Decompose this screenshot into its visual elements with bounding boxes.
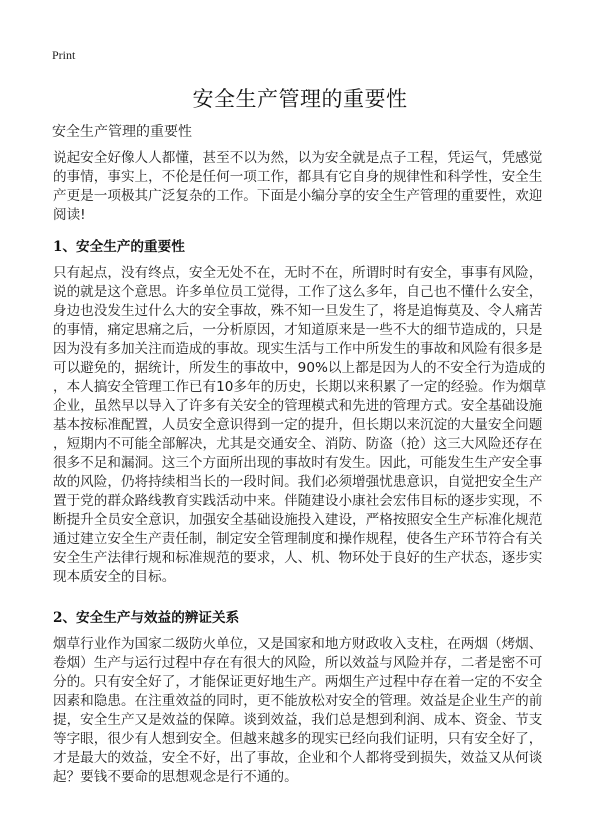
text-line: 等字眼，很少有人想到安全。但越来越多的现实已经向我们证明，只有安全好了， [53,731,543,747]
text-line: 可以避免的，据统计，所发生的事故中，90%以上都是因为人的不安全行为造成的 [53,360,546,376]
text-line: 阅读! [53,207,86,223]
text-line: 的事情，痛定思痛之后，一分析原因，才知道原来是一些不大的细节造成的，只是 [53,322,543,338]
text-line: 通过建立安全生产责任制，制定安全管理制度和操作规程，使各生产环节符合有关 [53,531,543,547]
text-line: 起？要钱不要命的思想观念是行不通的。 [53,769,298,785]
text-line: 故的风险，仍将持续相当长的一段时间。我们必须增强忧患意识，自觉把安全生产 [53,474,543,490]
text-line: 才是最大的效益，安全不好，出了事故，企业和个人都将受到损失，效益又从何谈 [53,750,543,766]
text-line: 现本质安全的目标。 [53,569,176,585]
text-line: 企业，虽然早以导入了许多有关安全的管理模式和先进的管理方式。安全基础设施 [53,398,543,414]
page-title: 安全生产管理的重要性 [192,87,408,111]
section-heading-1: 1、安全生产的重要性 [53,239,185,255]
text-line: 烟草行业作为国家二级防火单位，又是国家和地方财政收入支柱，在两烟（烤烟、 [53,636,543,652]
text-line: 因素和隐患。在注重效益的同时，更不能放松对安全的管理。效益是企业生产的前 [53,693,543,709]
text-line: 卷烟）生产与运行过程中存在有很大的风险，所以效益与风险并存，二者是密不可 [53,655,543,671]
text-line: 分的。只有安全好了，才能保证更好地生产。两烟生产过程中存在着一定的不安全 [53,674,543,690]
section-heading-2: 2、安全生产与效益的辨证关系 [53,610,240,626]
text-line: 断提升全员安全意识，加强安全基础设施投入建设，严格按照安全生产标准化规范 [53,512,543,528]
text-line: 因为没有多加关注而造成的事故。现实生活与工作中所发生的事故和风险有很多是 [53,341,543,357]
intro-paragraph [53,149,553,225]
text-line: 基本按标准配置，人员安全意识得到一定的提升，但长期以来沉淀的大量安全问题 [53,417,543,433]
text-line: ，本人搞安全管理工作已有10多年的历史，长期以来积累了一定的经验。作为烟草 [53,379,547,395]
text-line: 说起安全好像人人都懂，甚至不以为然，以为安全就是点子工程，凭运气，凭感觉 [53,150,543,166]
text-line: 置于党的群众路线教育实践活动中来。伴随建设小康社会宏伟目标的逐步实现，不 [53,493,543,509]
section-1-paragraph [53,264,553,587]
print-label[interactable]: Print [52,48,76,62]
text-line: 很多不足和漏洞。这三个方面所出现的事故时有发生。因此，可能发生生产安全事 [53,455,543,471]
text-line: ，短期内不可能全部解决，尤其是交通安全、消防、防盗（抢）这三大风险还存在 [53,436,543,452]
text-line: 说的就是这个意思。许多单位员工觉得，工作了这么多年，自己也不懂什么安全， [53,284,543,300]
text-line: 身边也没发生过什么大的安全事故，殊不知一旦发生了，将是追悔莫及、令人痛苦 [53,303,543,319]
section-2-paragraph [53,635,553,787]
text-line: 只有起点，没有终点，安全无处不在，无时不在，所谓时时有安全，事事有风险， [53,265,543,281]
text-line: 产更是一项极其广泛复杂的工作。下面是小编分享的安全生产管理的重要性，欢迎 [53,188,543,204]
text-line: 提，安全生产又是效益的保障。谈到效益，我们总是想到利润、成本、资金、节支 [53,712,543,728]
text-line: 安全生产法律行规和标准规范的要求，人、机、物环处于良好的生产状态，逐步实 [53,550,543,566]
text-line: 的事情，事实上，不伦是任何一项工作，都具有它自身的规律性和科学性，安全生 [53,169,543,185]
document-subtitle: 安全生产管理的重要性 [52,124,192,140]
